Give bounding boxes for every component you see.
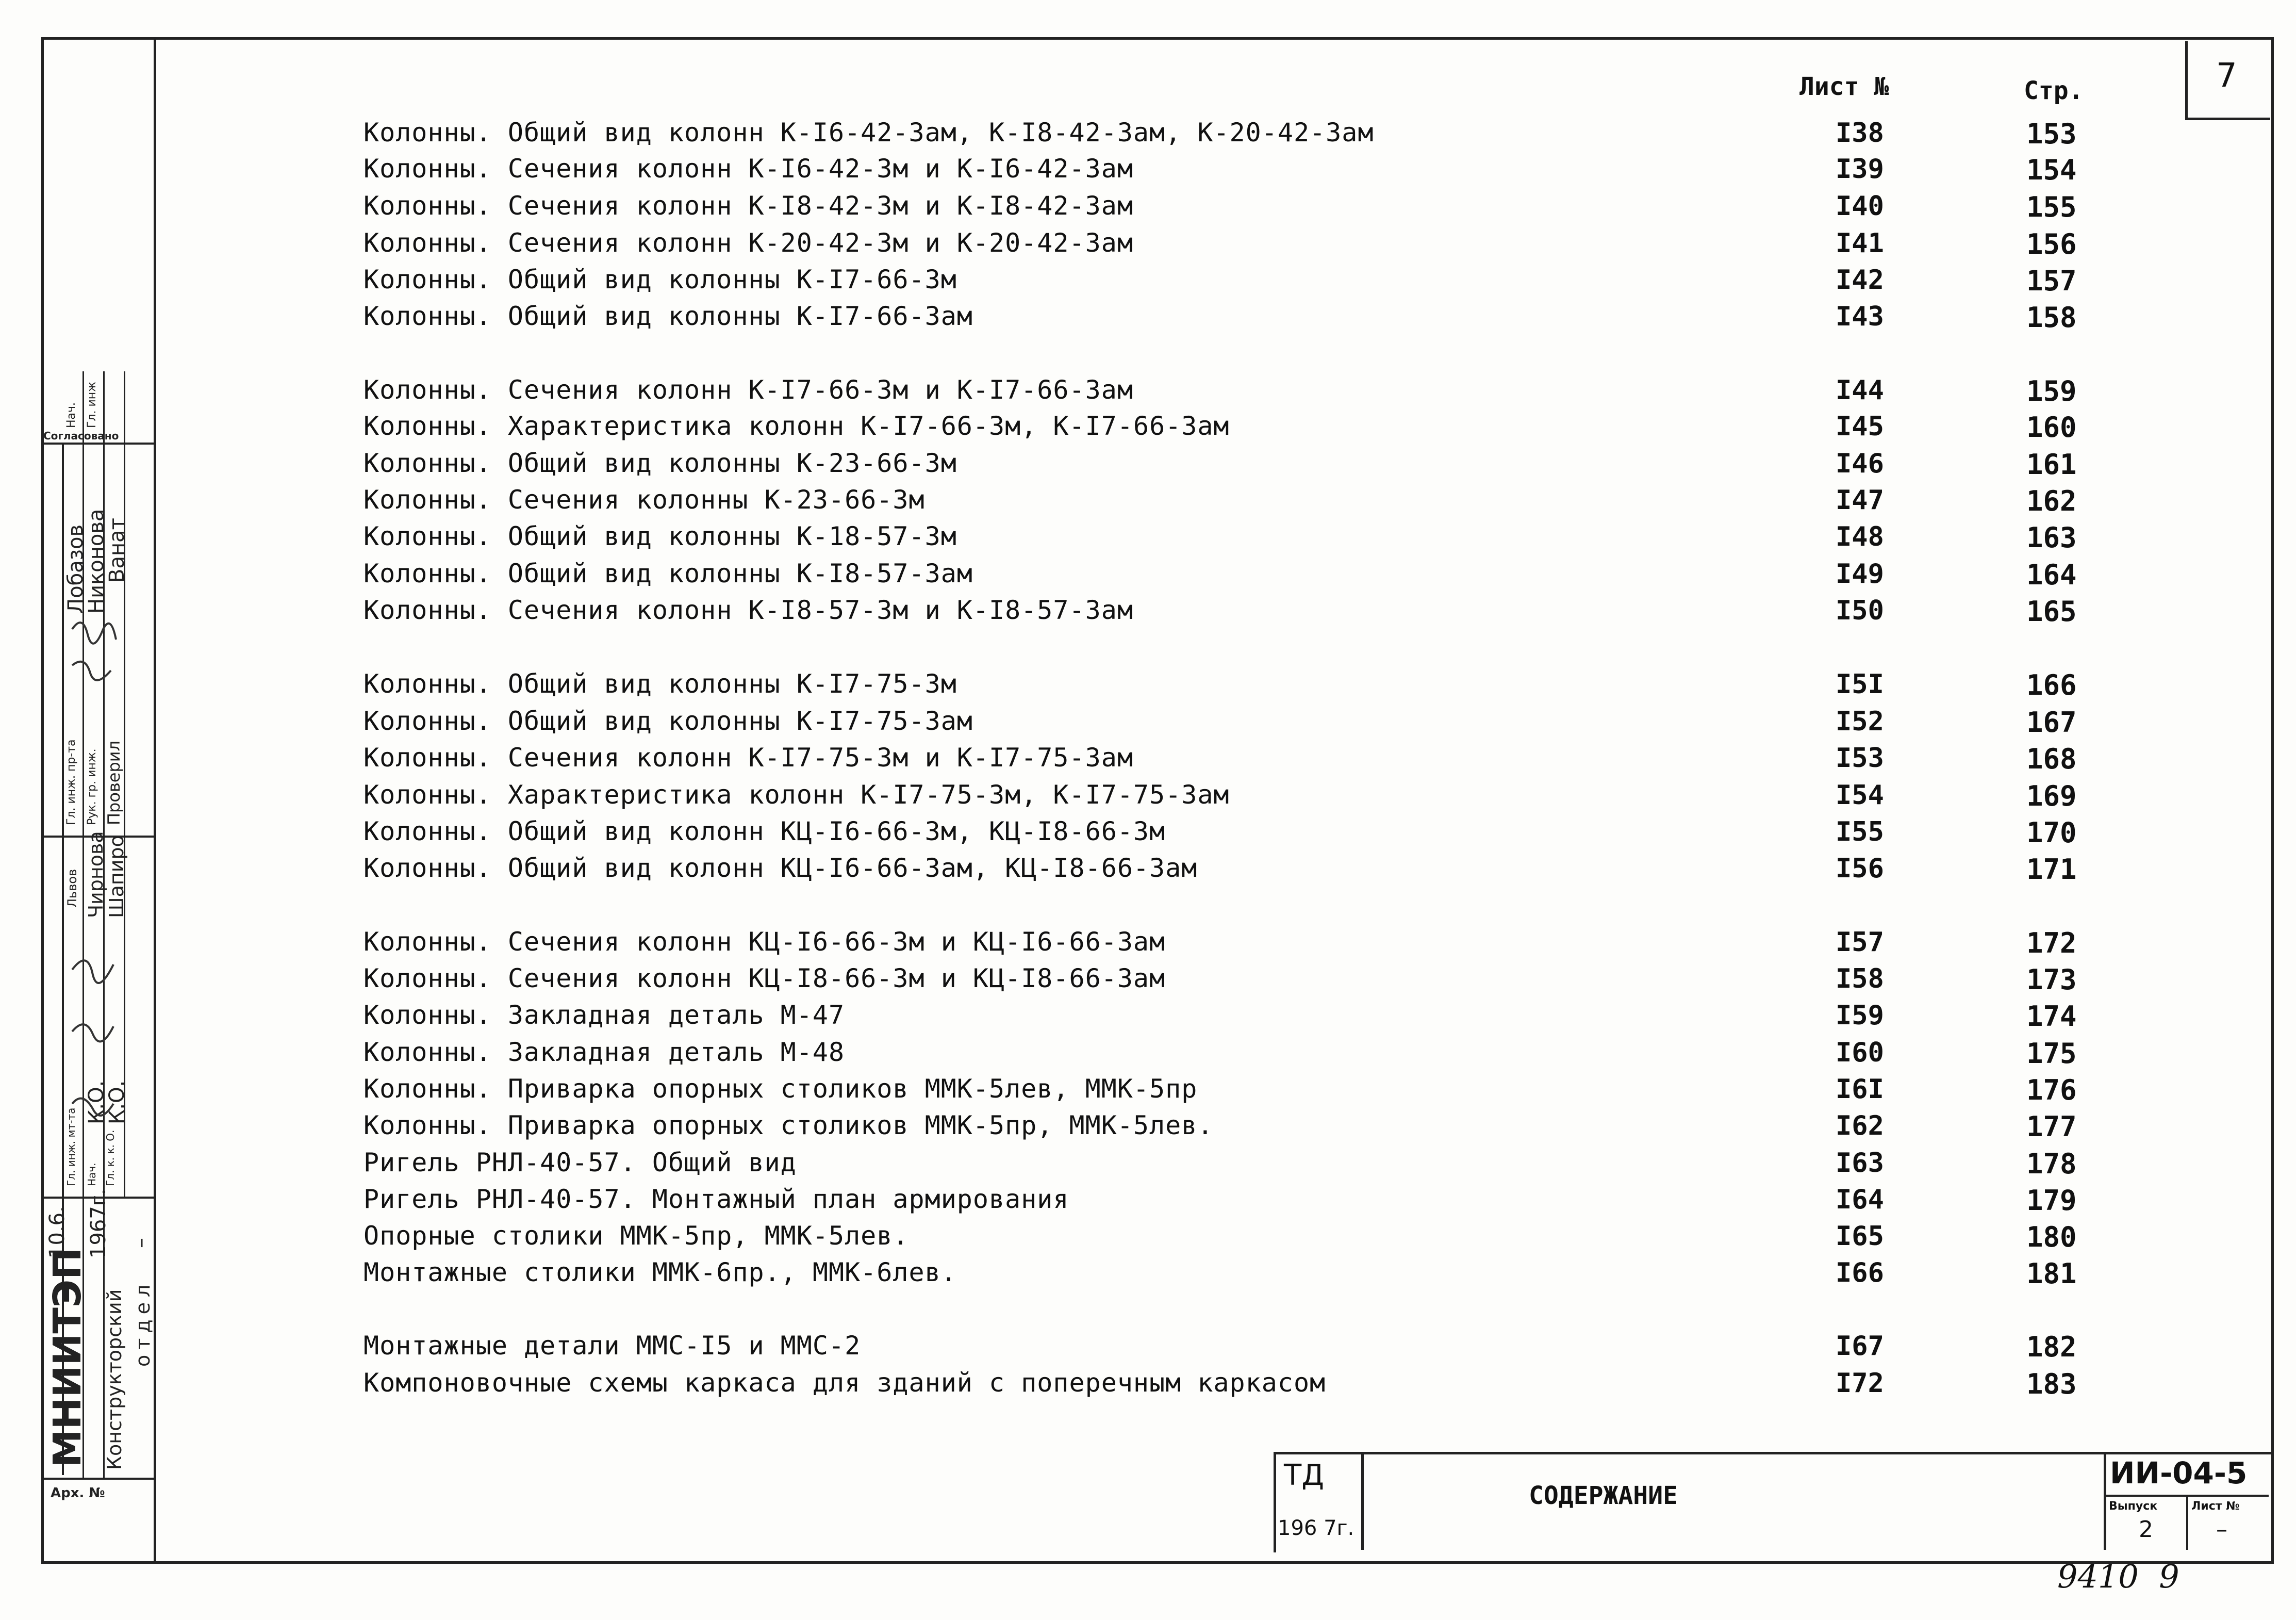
row-sheet-number: I42 [1836, 265, 1884, 296]
row-title: Колонны. Сечения колонн КЦ-I8-66-3м и КЦ-I8-66-3ам [364, 963, 1166, 993]
contents-row [0, 375, 2296, 412]
sheet-column-header: Лист № [1799, 72, 1889, 101]
row-sheet-number: I56 [1836, 853, 1884, 884]
row-title: Колонны. Общий вид колонны К-I8-57-3ам [364, 559, 973, 588]
row-sheet-number: I50 [1836, 595, 1884, 626]
row-sheet-number: I39 [1836, 154, 1884, 185]
row-sheet-number: I41 [1836, 228, 1884, 259]
contents-row [0, 1184, 2296, 1221]
row-title: Колонны. Общий вид колонны К-I7-75-3ам [364, 706, 973, 736]
row-page-number: 163 [2026, 521, 2077, 554]
row-title: Колонны. Общий вид колонн КЦ-I6-66-3м, КЦ-I8-66-3м [364, 816, 1166, 846]
row-title: Колонны. Приварка опорных столиков ММК-5пр, ММК-5лев. [364, 1110, 1214, 1140]
side-name-4: Львов [65, 869, 79, 908]
contents-row [0, 743, 2296, 780]
row-sheet-number: I57 [1836, 927, 1884, 958]
stamp-divider-2 [2104, 1452, 2106, 1550]
row-sheet-number: I49 [1836, 559, 1884, 590]
row-page-number: 174 [2026, 1000, 2077, 1033]
row-sheet-number: I62 [1836, 1110, 1884, 1141]
contents-row [0, 118, 2296, 155]
side-soglasovano: Согласовано [43, 430, 119, 442]
footer-number: 9410 9 [2057, 1558, 2179, 1595]
contents-row [0, 154, 2296, 191]
contents-row [0, 1221, 2296, 1258]
side-nach2: Нач. [86, 1163, 98, 1186]
row-sheet-number: I63 [1836, 1148, 1884, 1179]
contents-row [0, 301, 2296, 338]
row-sheet-number: I45 [1836, 411, 1884, 442]
row-title: Колонны. Общий вид колонны К-18-57-3м [364, 521, 957, 551]
row-page-number: 172 [2026, 927, 2077, 959]
row-title: Колонны. Сечения колонн К-20-42-3м и К-20-42-3ам [364, 228, 1133, 258]
row-title: Колонны. Общий вид колонны К-I7-66-3м [364, 265, 957, 294]
row-page-number: 170 [2026, 816, 2077, 849]
row-title: Ригель РНЛ-40-57. Общий вид [364, 1148, 797, 1177]
row-page-number: 168 [2026, 743, 2077, 775]
row-title: Колонны. Сечения колонн К-I8-42-3м и К-I8-42-3ам [364, 191, 1133, 221]
contents-row [0, 448, 2296, 485]
row-page-number: 180 [2026, 1221, 2077, 1253]
row-page-number: 178 [2026, 1148, 2077, 1180]
row-sheet-number: I38 [1836, 118, 1884, 149]
row-page-number: 153 [2026, 118, 2077, 150]
row-title: Колонны. Характеристика колонн К-I7-75-3м, К-I7-75-3ам [364, 780, 1230, 810]
row-sheet-number: I6I [1836, 1074, 1884, 1105]
row-title: Колонны. Сечения колонн К-I6-42-3м и К-I6-42-3ам [364, 154, 1133, 184]
row-sheet-number: I48 [1836, 521, 1884, 552]
contents-row [0, 411, 2296, 448]
row-title: Колонны. Сечения колонн КЦ-I6-66-3м и КЦ-I6-66-3ам [364, 927, 1166, 957]
contents-row [0, 853, 2296, 890]
row-page-number: 182 [2026, 1331, 2077, 1363]
row-sheet-number: I43 [1836, 301, 1884, 332]
side-ko-2: К.О. [105, 1080, 129, 1124]
row-sheet-number: I46 [1836, 448, 1884, 479]
contents-row [0, 1148, 2296, 1185]
row-page-number: 177 [2026, 1110, 2077, 1143]
row-sheet-number: I59 [1836, 1000, 1884, 1031]
stamp-issue-value: 2 [2139, 1516, 2153, 1543]
row-page-number: 179 [2026, 1184, 2077, 1217]
signature-5 [72, 1099, 113, 1116]
side-gl-ingr: Гл. инж [86, 382, 98, 428]
contents-row [0, 816, 2296, 854]
row-title: Монтажные детали ММС-I5 и ММС-2 [364, 1331, 861, 1361]
stamp-sheet-value: – [2216, 1516, 2227, 1543]
row-title: Колонны. Общий вид колонн К-I6-42-3ам, К-I8-42-3ам, К-20-42-3ам [364, 118, 1374, 148]
contents-row [0, 1110, 2296, 1148]
side-name-1: Лобазов [64, 524, 88, 614]
contents-row [0, 780, 2296, 817]
row-title: Опорные столики ММК-5пр, ММК-5лев. [364, 1221, 909, 1251]
row-title: Колонны. Общий вид колонны К-I7-75-3м [364, 669, 957, 699]
contents-row [0, 1368, 2296, 1405]
row-page-number: 154 [2026, 154, 2077, 186]
stamp-divider-1 [1361, 1452, 1364, 1550]
row-sheet-number: I52 [1836, 706, 1884, 737]
row-page-number: 158 [2026, 301, 2077, 334]
side-name-3: Ванат [105, 518, 129, 583]
contents-row [0, 669, 2296, 706]
side-dept-line2: отдел [131, 1279, 154, 1367]
side-h1 [41, 443, 156, 445]
row-title: Колонны. Характеристика колонн К-I7-66-3м, К-I7-66-3ам [364, 411, 1230, 441]
stamp-td: ТД [1284, 1459, 1324, 1492]
row-title: Колонны. Закладная деталь М-48 [364, 1037, 845, 1067]
contents-row [0, 228, 2296, 265]
row-sheet-number: I40 [1836, 191, 1884, 222]
row-title: Ригель РНЛ-40-57. Монтажный план армирования [364, 1184, 1069, 1214]
row-title: Колонны. Общий вид колонн КЦ-I6-66-3ам, КЦ-I8-66-3ам [364, 853, 1198, 883]
side-ruk-gr: Рук. гр. инж. [86, 748, 98, 825]
contents-row [0, 485, 2296, 522]
row-page-number: 156 [2026, 228, 2077, 260]
row-title: Компоновочные схемы каркаса для зданий с поперечным каркасом [364, 1368, 1326, 1398]
contents-row [0, 559, 2296, 596]
row-page-number: 166 [2026, 669, 2077, 701]
stamp-issue-label: Выпуск [2109, 1500, 2158, 1513]
row-title: Колонны. Общий вид колонны К-I7-66-3ам [364, 301, 973, 331]
side-date: 10.6. [45, 1206, 69, 1258]
side-arch: Арх. № [51, 1485, 105, 1501]
stamp-year: 196 7г. [1278, 1516, 1355, 1540]
row-title: Колонны. Приварка опорных столиков ММК-5лев, ММК-5пр [364, 1074, 1198, 1104]
side-ko-1: К.О. [85, 1080, 108, 1124]
side-year: 1967г. [87, 1188, 110, 1258]
row-page-number: 157 [2026, 265, 2077, 297]
side-v3 [124, 371, 125, 1197]
side-name-6: Шапиро [105, 835, 128, 918]
signature-1 [72, 623, 116, 644]
contents-row [0, 927, 2296, 964]
row-page-number: 160 [2026, 411, 2077, 444]
contents-row [0, 1037, 2296, 1074]
page-number: 7 [2216, 57, 2237, 95]
side-name-2: Никонова [85, 509, 108, 614]
row-sheet-number: I66 [1836, 1257, 1884, 1288]
row-page-number: 181 [2026, 1257, 2077, 1290]
row-sheet-number: I72 [1836, 1368, 1884, 1399]
row-page-number: 159 [2026, 375, 2077, 407]
row-sheet-number: I44 [1836, 375, 1884, 406]
contents-row [0, 595, 2296, 632]
side-gl-konstr: Гл. к. к. О. [104, 1130, 117, 1186]
contents-row [0, 1257, 2296, 1295]
side-gl-inzh-mtr: Гл. инж. мт-та [65, 1107, 77, 1186]
side-proveril: Проверил [104, 740, 124, 825]
row-sheet-number: I54 [1836, 780, 1884, 811]
row-title: Колонны. Сечения колонны К-23-66-3м [364, 485, 925, 515]
row-sheet-number: I65 [1836, 1221, 1884, 1252]
row-sheet-number: I64 [1836, 1184, 1884, 1215]
stamp-sheet-label: Лист № [2191, 1500, 2240, 1513]
row-sheet-number: I58 [1836, 963, 1884, 994]
side-dash: – [129, 1238, 153, 1248]
contents-row [0, 706, 2296, 743]
row-page-number: 175 [2026, 1037, 2077, 1070]
side-gl-inzh-pr: Гл. инж. пр-та [65, 739, 78, 825]
row-sheet-number: I55 [1836, 816, 1884, 847]
stamp-code: ИИ-04-5 [2110, 1455, 2248, 1491]
row-title: Колонны. Закладная деталь М-47 [364, 1000, 845, 1030]
row-page-number: 169 [2026, 780, 2077, 812]
row-page-number: 165 [2026, 595, 2077, 628]
row-page-number: 164 [2026, 559, 2077, 591]
contents-row [0, 1331, 2296, 1368]
stamp-divider-4 [2186, 1495, 2188, 1550]
row-page-number: 173 [2026, 963, 2077, 996]
row-page-number: 183 [2026, 1368, 2077, 1400]
signature-4 [72, 1024, 113, 1041]
stamp-title: СОДЕРЖАНИЕ [1529, 1481, 1678, 1510]
side-name-5: Чирнова [85, 831, 107, 918]
side-h4 [41, 1478, 156, 1480]
row-sheet-number: I47 [1836, 485, 1884, 516]
row-title: Колонны. Сечения колонн К-I7-66-3м и К-I7-66-3ам [364, 375, 1133, 405]
contents-row [0, 1000, 2296, 1037]
row-title: Колонны. Сечения колонн К-I7-75-3м и К-I7-75-3ам [364, 743, 1133, 773]
side-nach: Нач. [65, 402, 78, 428]
row-page-number: 171 [2026, 853, 2077, 886]
row-sheet-number: I53 [1836, 743, 1884, 774]
contents-row [0, 1074, 2296, 1111]
row-title: Колонны. Общий вид колонны К-23-66-3м [364, 448, 957, 478]
row-title: Монтажные столики ММК-6пр., ММК-6лев. [364, 1257, 957, 1287]
signature-2 [72, 662, 111, 680]
row-page-number: 167 [2026, 706, 2077, 739]
side-dept-line1: Конструкторский [103, 1289, 126, 1470]
side-org: МНИИТЭП [45, 1247, 90, 1467]
row-page-number: 162 [2026, 485, 2077, 517]
row-sheet-number: I5I [1836, 669, 1884, 700]
contents-row [0, 963, 2296, 1001]
row-sheet-number: I67 [1836, 1331, 1884, 1362]
row-page-number: 176 [2026, 1074, 2077, 1106]
signature-3 [72, 960, 113, 983]
signatures [62, 609, 124, 1166]
page-column-header: Стр. [2024, 76, 2084, 105]
row-title: Колонны. Сечения колонн К-I8-57-3м и К-I8-57-3ам [364, 595, 1133, 625]
row-sheet-number: I60 [1836, 1037, 1884, 1068]
row-page-number: 155 [2026, 191, 2077, 223]
contents-row [0, 521, 2296, 559]
row-page-number: 161 [2026, 448, 2077, 481]
contents-row [0, 191, 2296, 228]
contents-row [0, 265, 2296, 302]
